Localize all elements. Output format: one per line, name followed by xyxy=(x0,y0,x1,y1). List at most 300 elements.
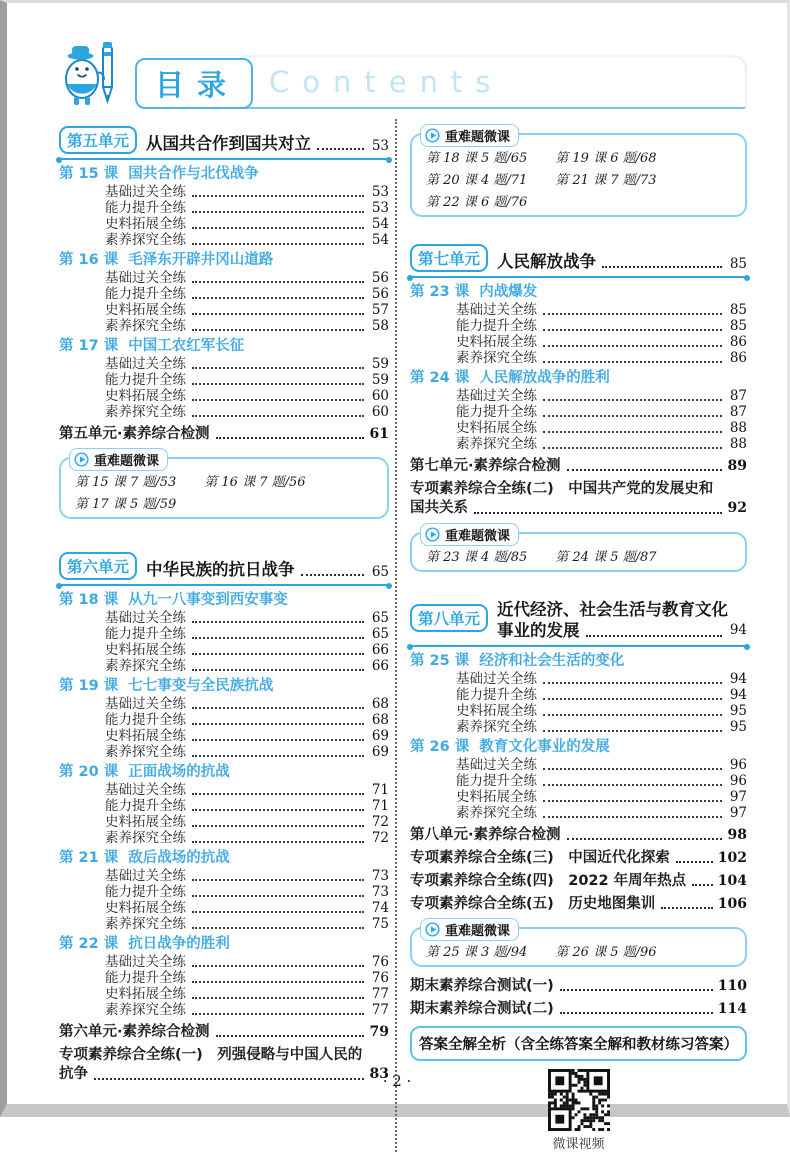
toc-entry xyxy=(59,184,389,200)
leader-dots xyxy=(192,895,364,897)
lesson-number: 第 22 课 xyxy=(59,936,119,952)
unit-title: 人民解放战争 xyxy=(497,252,597,271)
toc-entry-label: 专项素养综合全练(五) 历史地图集训 xyxy=(410,896,656,912)
toc-entry xyxy=(59,232,389,248)
toc-entry xyxy=(410,350,747,366)
page-number: 104 xyxy=(717,873,747,889)
toc-entry-label: 基础过关全练 xyxy=(105,868,186,884)
play-icon xyxy=(74,452,89,467)
leader-dots xyxy=(192,297,364,299)
leader-dots xyxy=(543,313,722,315)
mascot-icon xyxy=(59,39,123,109)
toc-entry xyxy=(59,200,389,216)
unit-title: 中华民族的抗日战争 xyxy=(146,560,295,579)
leader-dots xyxy=(543,730,722,732)
leader-dots xyxy=(192,227,364,229)
page-number: 54 xyxy=(371,232,389,248)
page-number: 75 xyxy=(371,916,389,932)
page-number: 85 xyxy=(729,256,747,272)
micro-lesson-item: 第 20 课 4 题/71 xyxy=(426,173,528,188)
toc-entry-bold xyxy=(59,1023,389,1041)
page-number: 61 xyxy=(369,426,389,442)
page-number: 87 xyxy=(729,404,747,420)
micro-lesson-item: 第 17 课 5 题/59 xyxy=(75,497,177,512)
leader-dots xyxy=(543,361,722,363)
lesson-number: 第 26 课 xyxy=(410,739,470,755)
leader-dots xyxy=(543,698,722,700)
leader-dots xyxy=(543,431,722,433)
page-number: 77 xyxy=(371,986,389,1002)
leader-dots xyxy=(192,755,364,757)
toc-entry xyxy=(59,916,389,932)
toc-entry xyxy=(59,744,389,760)
toc-entry-label: 基础过关全练 xyxy=(105,954,186,970)
leader-dots xyxy=(192,1013,364,1015)
toc-entry-label: 能力提升全练 xyxy=(105,372,186,388)
toc-entry xyxy=(59,970,389,986)
leader-dots xyxy=(567,838,722,840)
toc-entry-label: 史料拓展全练 xyxy=(105,986,186,1002)
toc-entry-label: 专项素养综合全练(一) 列强侵略与中国人民的 xyxy=(59,1047,363,1063)
toc-entry xyxy=(59,728,389,744)
toc-entry-label: 素养探究全练 xyxy=(105,916,186,932)
leader-dots xyxy=(543,329,722,331)
lesson-heading xyxy=(59,165,389,183)
unit-title-lines xyxy=(497,599,747,641)
toc-entry-label: 能力提升全练 xyxy=(456,318,537,334)
toc-entry xyxy=(59,404,389,420)
toc-column-left xyxy=(59,119,395,1089)
toc-entry-label: 素养探究全练 xyxy=(105,1002,186,1018)
leader-dots xyxy=(692,884,713,886)
micro-lesson-item: 第 23 课 4 题/85 xyxy=(426,550,528,565)
leader-dots xyxy=(192,211,364,213)
unit-badge: 第六单元 xyxy=(59,552,137,580)
page-number: 88 xyxy=(729,420,747,436)
toc-entry-label: 素养探究全练 xyxy=(105,404,186,420)
toc-entry xyxy=(59,868,389,884)
page-number: 106 xyxy=(717,896,747,912)
lesson-heading xyxy=(59,251,389,269)
leader-dots xyxy=(192,383,364,385)
lesson-title: 敌后战场的抗战 xyxy=(128,850,230,866)
micro-lessons-items xyxy=(75,471,377,512)
toc-entry-label: 素养探究全练 xyxy=(105,318,186,334)
page-number: 76 xyxy=(371,970,389,986)
page-number: 98 xyxy=(727,827,747,843)
page-number: 97 xyxy=(729,805,747,821)
page-number: 87 xyxy=(729,388,747,404)
toc-entry-label: 史料拓展全练 xyxy=(456,334,537,350)
toc-entry-label: 素养探究全练 xyxy=(456,350,537,366)
toc-entry-label: 基础过关全练 xyxy=(105,356,186,372)
micro-lessons-label-text: 重难题微课 xyxy=(94,454,160,469)
micro-lesson-item: 第 16 课 7 题/56 xyxy=(204,475,306,490)
page-number: 83 xyxy=(369,1066,389,1082)
toc-entry xyxy=(410,436,747,452)
toc-entry xyxy=(410,757,747,773)
toc-entry-label: 能力提升全练 xyxy=(456,404,537,420)
leader-dots xyxy=(543,816,722,818)
toc-entry xyxy=(59,1002,389,1018)
lesson-number: 第 21 课 xyxy=(59,850,119,866)
toc-entry xyxy=(410,404,747,420)
micro-lesson-item: 第 25 课 3 题/94 xyxy=(426,945,528,960)
page-number: 65 xyxy=(371,564,389,580)
page-number: 68 xyxy=(371,712,389,728)
play-icon xyxy=(425,527,440,542)
unit-badge: 第八单元 xyxy=(410,604,488,632)
leader-dots xyxy=(192,793,364,795)
page-number: 65 xyxy=(371,610,389,626)
leader-dots xyxy=(543,784,722,786)
leader-dots xyxy=(192,981,364,983)
toc-entry xyxy=(59,900,389,916)
leader-dots xyxy=(192,825,364,827)
toc-entry-label: 能力提升全练 xyxy=(105,200,186,216)
page-number: 110 xyxy=(717,978,747,994)
toc-entry xyxy=(59,302,389,318)
toc-entry xyxy=(59,626,389,642)
toc-entry-label: 基础过关全练 xyxy=(105,782,186,798)
leader-dots xyxy=(543,682,722,684)
lesson-number: 第 20 课 xyxy=(59,764,119,780)
leader-dots xyxy=(192,723,364,725)
toc-entry-label: 第七单元·素养综合检测 xyxy=(410,458,561,474)
toc-entry-bold xyxy=(410,499,747,518)
toc-entry xyxy=(410,703,747,719)
leader-dots xyxy=(192,911,364,913)
lesson-number: 第 16 课 xyxy=(59,252,119,268)
leader-dots xyxy=(216,437,364,439)
lesson-number: 第 23 课 xyxy=(410,284,470,300)
page-number: 65 xyxy=(371,626,389,642)
lesson-heading xyxy=(410,369,747,387)
lesson-title: 七七事变与全民族抗战 xyxy=(128,678,274,694)
leader-dots xyxy=(543,800,722,802)
toc-entry-label: 第八单元·素养综合检测 xyxy=(410,827,561,843)
micro-lesson-item: 第 19 课 6 题/68 xyxy=(555,151,657,166)
micro-lessons-label-text: 重难题微课 xyxy=(445,130,511,145)
page-number: 57 xyxy=(371,302,389,318)
toc-entry-label: 素养探究全练 xyxy=(456,719,537,735)
page-number: 77 xyxy=(371,1002,389,1018)
page-number: 96 xyxy=(729,773,747,789)
toc-entry-label: 能力提升全练 xyxy=(456,687,537,703)
toc-entry-label: 素养探究全练 xyxy=(105,658,186,674)
unit-title: 近代经济、社会生活与教育文化 xyxy=(497,600,729,619)
page-number: 88 xyxy=(729,436,747,452)
leader-dots xyxy=(192,329,364,331)
leader-dots xyxy=(543,714,722,716)
lesson-number: 第 24 课 xyxy=(410,370,470,386)
leader-dots xyxy=(192,367,364,369)
micro-lesson-item: 第 15 课 7 题/53 xyxy=(75,475,177,490)
page-number: 79 xyxy=(369,1024,389,1040)
page-number: 71 xyxy=(371,782,389,798)
lesson-number: 第 17 课 xyxy=(59,338,119,354)
leader-dots xyxy=(543,447,722,449)
page-number: 66 xyxy=(371,642,389,658)
lesson-title: 中国工农红军长征 xyxy=(128,338,245,354)
toc-entry-label: 史料拓展全练 xyxy=(456,789,537,805)
page-number: 97 xyxy=(729,789,747,805)
leader-dots xyxy=(192,313,364,315)
toc-entry xyxy=(59,642,389,658)
toc-entry xyxy=(59,372,389,388)
leader-dots xyxy=(543,415,722,417)
spacer xyxy=(410,227,747,237)
toc-entry-label: 专项素养综合全练(四) 2022 年周年热点 xyxy=(410,873,687,889)
toc-entry xyxy=(59,286,389,302)
lesson-heading xyxy=(59,849,389,867)
lesson-heading xyxy=(410,738,747,756)
page-number: 58 xyxy=(371,318,389,334)
leader-dots xyxy=(216,1035,364,1037)
play-icon xyxy=(425,922,440,937)
toc-entry-label: 能力提升全练 xyxy=(105,286,186,302)
toc-entry xyxy=(59,388,389,404)
leader-dots xyxy=(192,965,364,967)
toc-entry xyxy=(59,356,389,372)
page-number: 66 xyxy=(371,658,389,674)
toc-entry xyxy=(410,687,747,703)
toc-entry-bold xyxy=(410,849,747,867)
leader-dots xyxy=(560,989,713,991)
leader-dots xyxy=(560,1012,713,1014)
leader-dots xyxy=(192,707,364,709)
toc-entry-label: 专项素养综合全练(三) 中国近代化探索 xyxy=(410,850,670,866)
toc-entry-label: 史料拓展全练 xyxy=(105,900,186,916)
page-number: 69 xyxy=(371,728,389,744)
toc-entry-label: 第五单元·素养综合检测 xyxy=(59,426,210,442)
page-number: 74 xyxy=(371,900,389,916)
toc-entry-label: 素养探究全练 xyxy=(105,830,186,846)
page-number: 56 xyxy=(371,286,389,302)
page-number: 68 xyxy=(371,696,389,712)
page-number: 72 xyxy=(371,814,389,830)
toc-entry xyxy=(410,789,747,805)
page-number: 71 xyxy=(371,798,389,814)
toc-entry-bold xyxy=(410,872,747,890)
toc-columns xyxy=(59,119,747,1152)
toc-entry xyxy=(410,334,747,350)
leader-dots xyxy=(192,621,364,623)
page-number: 95 xyxy=(729,719,747,735)
leader-dots xyxy=(676,861,713,863)
toc-entry-bold xyxy=(59,425,389,443)
leader-dots xyxy=(192,195,364,197)
toc-entry xyxy=(59,216,389,232)
leader-dots xyxy=(192,281,364,283)
toc-entry xyxy=(59,986,389,1002)
lesson-title: 教育文化事业的发展 xyxy=(479,739,610,755)
toc-entry-label: 能力提升全练 xyxy=(105,712,186,728)
leader-dots xyxy=(567,469,722,471)
leader-dots xyxy=(543,345,722,347)
page-number: 59 xyxy=(371,372,389,388)
toc-entry-label: 素养探究全练 xyxy=(456,436,537,452)
lesson-title: 正面战场的抗战 xyxy=(128,764,230,780)
leader-dots xyxy=(317,148,364,150)
page-footer-number: · 2 · xyxy=(382,1072,412,1090)
toc-entry-label: 能力提升全练 xyxy=(105,884,186,900)
toc-entry-label: 素养探究全练 xyxy=(105,232,186,248)
page-number: 53 xyxy=(371,184,389,200)
lesson-number: 第 18 课 xyxy=(59,592,119,608)
micro-lessons-label xyxy=(69,448,168,471)
toc-entry xyxy=(410,773,747,789)
unit-title: 从国共合作到国共对立 xyxy=(146,134,312,153)
page-number: 60 xyxy=(371,388,389,404)
leader-dots xyxy=(192,739,364,741)
toc-entry-label: 基础过关全练 xyxy=(456,302,537,318)
toc-entry xyxy=(410,302,747,318)
toc-entry-label: 史料拓展全练 xyxy=(105,216,186,232)
toc-entry-label: 期末素养综合测试(一) xyxy=(410,978,554,994)
toc-entry xyxy=(59,814,389,830)
toc-subtitle: Contents xyxy=(269,65,504,99)
toc-entry-label: 史料拓展全练 xyxy=(105,302,186,318)
toc-entry-label: 史料拓展全练 xyxy=(105,388,186,404)
lesson-number: 第 15 课 xyxy=(59,166,119,182)
page-number: 86 xyxy=(729,334,747,350)
lesson-heading xyxy=(59,763,389,781)
micro-lessons-label xyxy=(420,918,519,941)
page-number: 86 xyxy=(729,350,747,366)
toc-entry-label: 国共关系 xyxy=(410,500,468,516)
micro-lessons-box xyxy=(59,454,389,519)
leader-dots xyxy=(192,243,364,245)
micro-lessons-label xyxy=(420,523,519,546)
toc-entry xyxy=(410,805,747,821)
leader-dots xyxy=(602,266,722,268)
toc-entry-label: 素养探究全练 xyxy=(456,805,537,821)
toc-entry-label: 史料拓展全练 xyxy=(456,420,537,436)
micro-lessons-box xyxy=(410,924,747,967)
toc-entry-label: 基础过关全练 xyxy=(105,610,186,626)
toc-entry-label: 基础过关全练 xyxy=(456,671,537,687)
toc-entry-label: 专项素养综合全练(二) 中国共产党的发展史和 xyxy=(410,481,714,497)
leader-dots xyxy=(192,669,364,671)
toc-entry xyxy=(410,388,747,404)
page-number: 114 xyxy=(717,1001,747,1017)
page-number: 95 xyxy=(729,703,747,719)
lesson-number: 第 25 课 xyxy=(410,653,470,669)
lesson-title: 经济和社会生活的变化 xyxy=(479,653,625,669)
unit-heading xyxy=(410,244,747,278)
toc-entry xyxy=(59,830,389,846)
micro-lessons-box xyxy=(410,529,747,572)
page-number: 94 xyxy=(729,687,747,703)
lesson-heading xyxy=(410,283,747,301)
unit-title-line2 xyxy=(497,620,747,641)
page-number: 94 xyxy=(729,671,747,687)
micro-lesson-item: 第 24 课 5 题/87 xyxy=(555,550,657,565)
page-number: 54 xyxy=(371,216,389,232)
leader-dots xyxy=(661,907,713,909)
toc-entry-label: 基础过关全练 xyxy=(105,270,186,286)
micro-lessons-label xyxy=(420,124,519,147)
toc-entry-label: 基础过关全练 xyxy=(456,388,537,404)
micro-lessons-box xyxy=(410,130,747,217)
micro-lesson-item: 第 26 课 5 题/96 xyxy=(555,945,657,960)
unit-badge: 第七单元 xyxy=(410,244,488,272)
leader-dots xyxy=(192,927,364,929)
toc-entry-wrapped xyxy=(410,480,747,518)
page-number: 73 xyxy=(371,868,389,884)
toc-entry-bold xyxy=(410,1000,747,1018)
lesson-heading xyxy=(59,677,389,695)
toc-entry xyxy=(59,270,389,286)
leader-dots xyxy=(192,399,364,401)
leader-dots xyxy=(586,635,722,637)
page-number: 69 xyxy=(371,744,389,760)
page-number: 85 xyxy=(729,302,747,318)
page-number: 72 xyxy=(371,830,389,846)
micro-lessons-items xyxy=(426,147,735,210)
page-number: 102 xyxy=(717,850,747,866)
toc-entry xyxy=(59,782,389,798)
toc-subtitle-tab xyxy=(243,55,747,109)
micro-lessons-label-text: 重难题微课 xyxy=(445,924,511,939)
leader-dots xyxy=(543,768,722,770)
toc-entry-label: 史料拓展全练 xyxy=(105,814,186,830)
toc-entry xyxy=(410,420,747,436)
leader-dots xyxy=(192,997,364,999)
toc-entry xyxy=(59,658,389,674)
toc-entry-label: 史料拓展全练 xyxy=(105,642,186,658)
toc-title: 目录 xyxy=(135,58,253,109)
page-number: 89 xyxy=(727,458,747,474)
toc-entry xyxy=(59,696,389,712)
toc-entry-label: 能力提升全练 xyxy=(105,970,186,986)
toc-entry xyxy=(410,719,747,735)
toc-entry-label: 期末素养综合测试(二) xyxy=(410,1001,554,1017)
toc-entry-label: 基础过关全练 xyxy=(456,757,537,773)
page-number: 94 xyxy=(729,622,747,638)
toc-entry-bold xyxy=(410,895,747,913)
leader-dots xyxy=(192,637,364,639)
toc-entry xyxy=(59,798,389,814)
lesson-number: 第 19 课 xyxy=(59,678,119,694)
leader-dots xyxy=(192,841,364,843)
toc-entry xyxy=(59,954,389,970)
leader-dots xyxy=(192,653,364,655)
toc-entry-label: 基础过关全练 xyxy=(105,696,186,712)
spacer xyxy=(59,529,389,545)
lesson-heading xyxy=(410,652,747,670)
toc-entry xyxy=(410,318,747,334)
leader-dots xyxy=(474,512,722,514)
lesson-title: 国共合作与北伐战争 xyxy=(128,166,259,182)
unit-heading xyxy=(59,552,389,586)
page-number: 73 xyxy=(371,884,389,900)
toc-entry xyxy=(410,671,747,687)
page-number: 76 xyxy=(371,954,389,970)
toc-entry-label: 史料拓展全练 xyxy=(456,703,537,719)
lesson-heading xyxy=(59,935,389,953)
toc-entry-label: 素养探究全练 xyxy=(105,744,186,760)
page-number: 59 xyxy=(371,356,389,372)
leader-dots xyxy=(192,809,364,811)
leader-dots xyxy=(543,399,722,401)
unit-badge: 第五单元 xyxy=(59,126,137,154)
lesson-title: 抗日战争的胜利 xyxy=(128,936,230,952)
lesson-heading xyxy=(59,591,389,609)
page-number: 53 xyxy=(371,138,389,154)
spacer xyxy=(410,582,747,592)
